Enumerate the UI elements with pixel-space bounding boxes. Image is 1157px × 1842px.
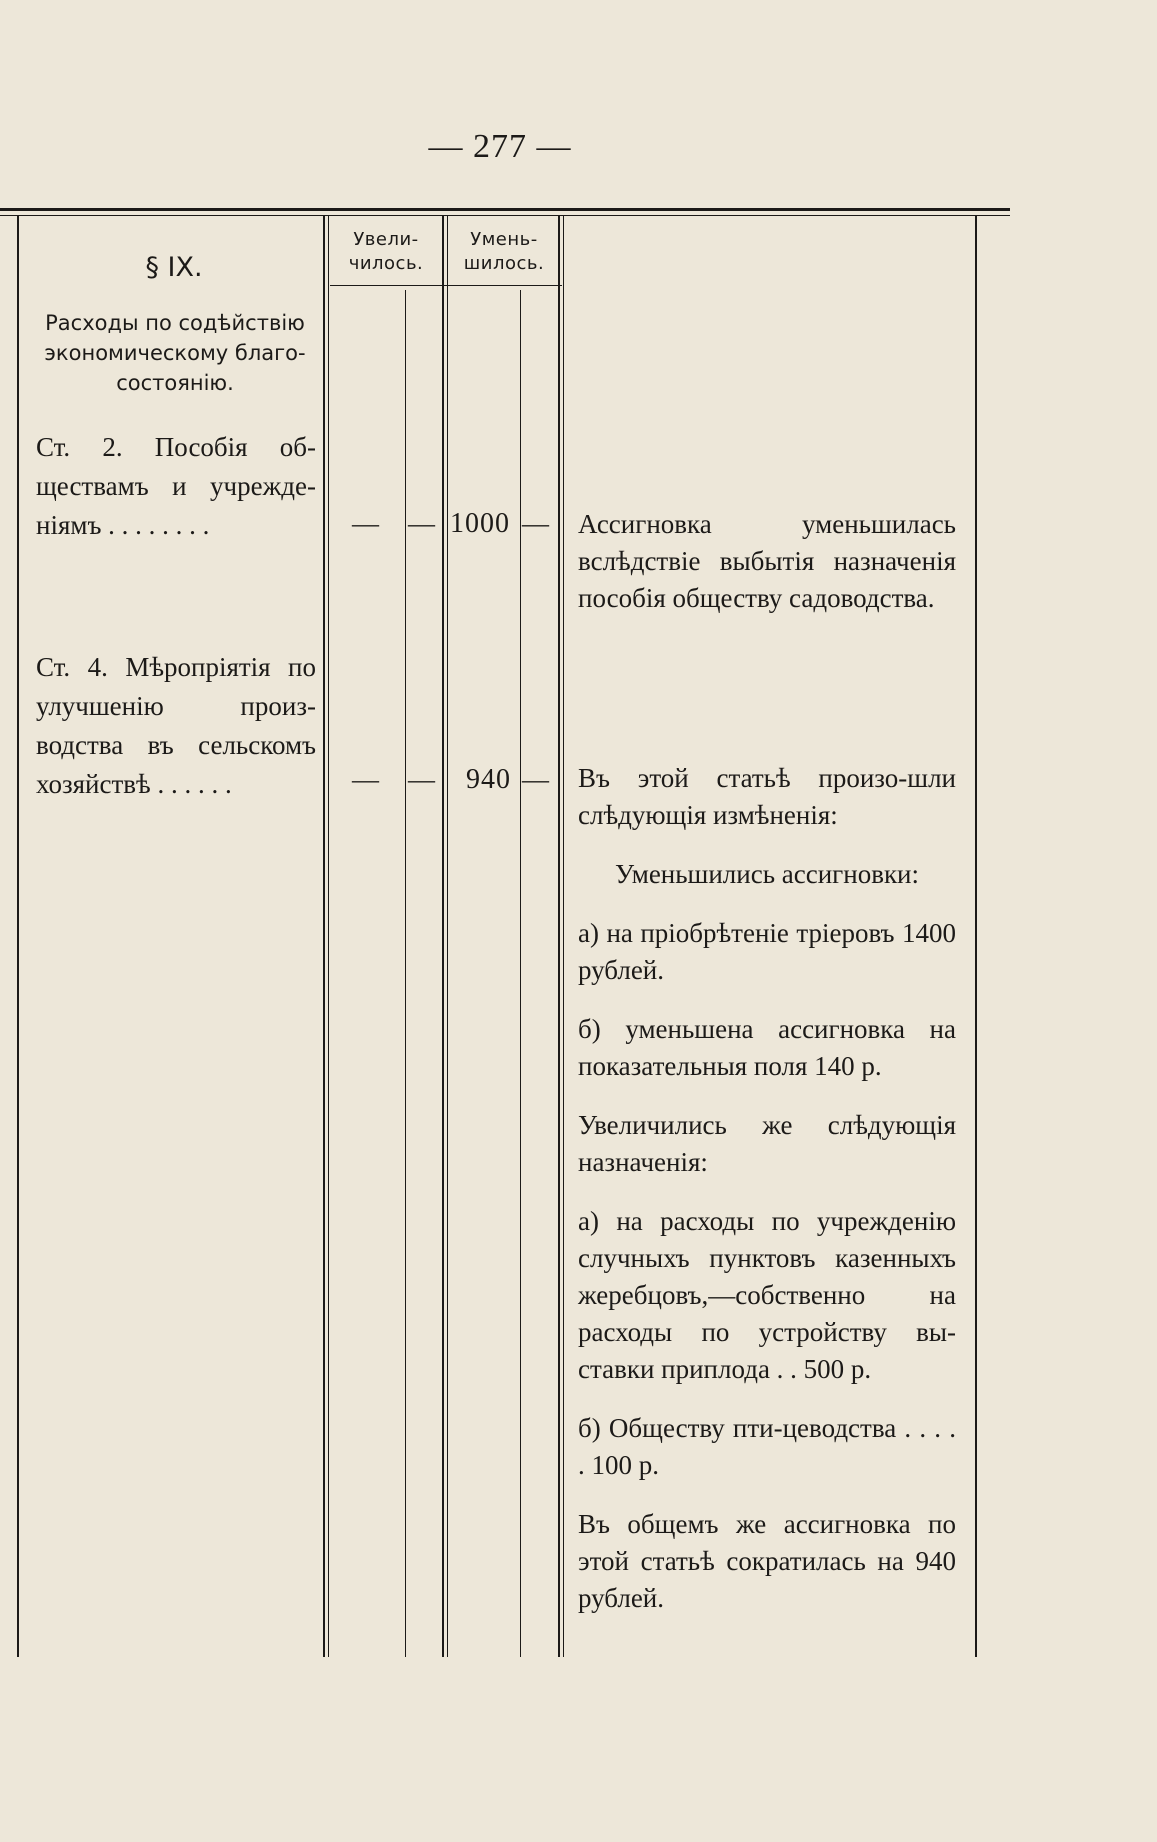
section-number: § IX.: [145, 252, 203, 283]
article-2-decreased-sub: —: [522, 508, 549, 538]
table-right-border: [975, 215, 977, 1657]
article-2-decreased: 1000: [450, 508, 510, 539]
article-2-increased-sub: —: [408, 508, 435, 538]
section-title: Расходы по содѣйствію экономическому благо-состоянію.: [44, 311, 306, 395]
article-4-decreased-sub: —: [522, 764, 549, 794]
article-4-note-8: Въ общемъ же ассигновка по этой статьѣ сократилась на 940 рублей.: [578, 1509, 956, 1613]
article-4-note-3: а) на пріобрѣтеніе тріеровъ 1400 рублей.: [578, 918, 956, 985]
article-4-decreased: 940: [466, 764, 511, 795]
article-4-label: Ст. 4. Мѣропріятія по улучшенію произ-водства въ сельскомъ хозяйствѣ . . . . . .: [36, 652, 316, 799]
article-4-increased: —: [352, 764, 379, 794]
column-subdivider-1: [405, 290, 406, 1657]
column-divider-2b: [447, 215, 448, 1657]
article-4-note-2: Уменьшились ассигновки:: [614, 859, 920, 889]
article-4-note-6: а) на расходы по учрежденію случныхъ пунктовъ казенныхъ жеребцовъ,—собственно на расходы по устройству вы-ставки приплода . . 500 р.: [578, 1206, 956, 1384]
article-4-increased-sub: —: [408, 764, 435, 794]
article-4-notes: [578, 760, 956, 1617]
column-divider-1b: [328, 215, 329, 1657]
column-divider-1: [323, 215, 325, 1657]
article-4-note-7: б) Обществу пти-цеводства . . . . . 100 р.: [578, 1413, 956, 1480]
table-left-border: [17, 215, 19, 1657]
article-2-label: Ст. 2. Пособія об-ществамъ и учрежде-ніямъ . . . . . . . .: [36, 432, 316, 540]
column-divider-2: [442, 215, 444, 1657]
article-4-note-5: Увеличились же слѣдующія назначенія:: [578, 1110, 956, 1177]
column-divider-3: [558, 215, 560, 1657]
column-subdivider-2: [520, 290, 521, 1657]
article-4-note-1: Въ этой статьѣ произо-шли слѣдующія измѣненія:: [578, 763, 956, 830]
article-4-note-4: б) уменьшена ассигновка на показательныя поля 140 р.: [578, 1014, 956, 1081]
header-bottom-rule: [330, 285, 562, 286]
table-top-rule-thick: [0, 208, 1010, 211]
article-2-note: Ассигновка уменьшилась вслѣдствіе выбытія назначенія пособія обществу садоводства.: [578, 509, 956, 613]
header-increased: Увели- чилось.: [348, 229, 424, 274]
column-divider-3b: [563, 215, 564, 1657]
header-decreased: Умень- шилось.: [463, 229, 545, 274]
page-number: — 277 —: [428, 128, 572, 165]
table-top-rule-thin: [0, 215, 1010, 216]
article-2-increased: —: [352, 508, 379, 538]
